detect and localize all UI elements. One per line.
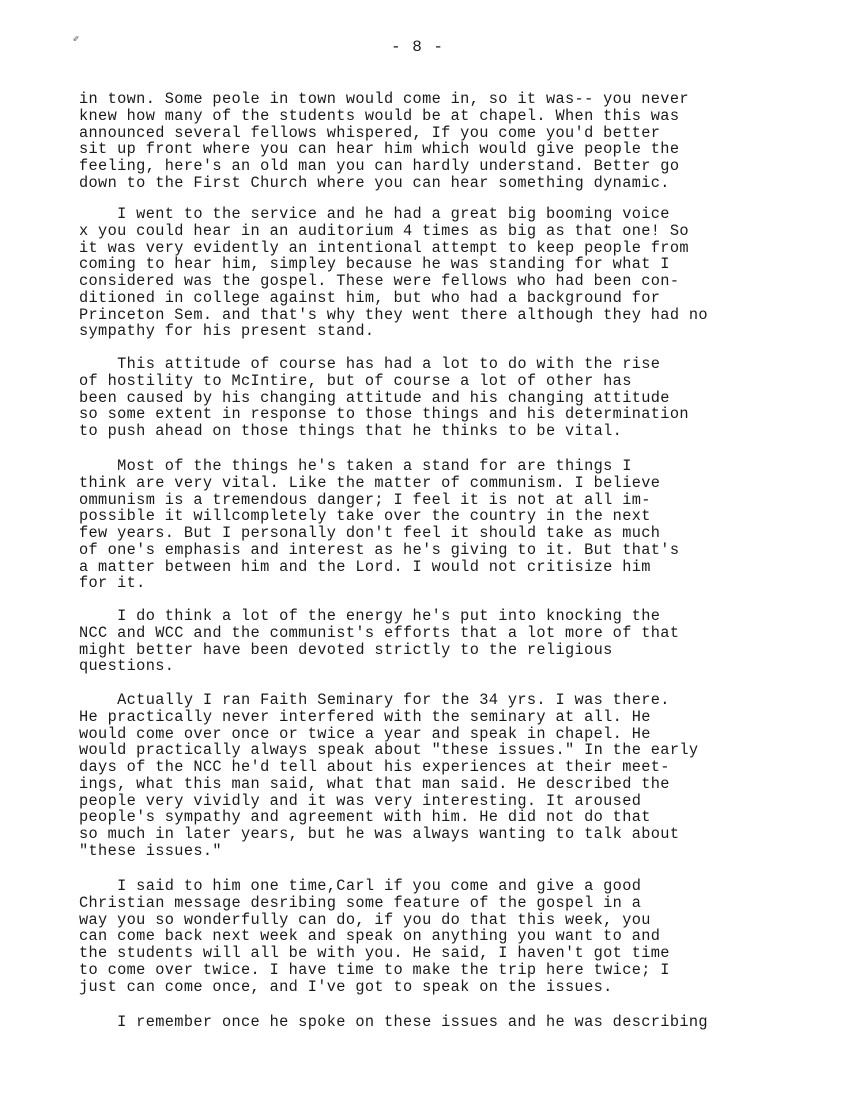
text-line: I went to the service and he had a great big booming voice (79, 205, 670, 223)
text-line: so some extent in response to those things and his determination (79, 405, 689, 424)
text-line: considered was the gospel. These were fellows who had been con- (79, 272, 680, 290)
text-line: would practically always speak about "these issues." In the early (79, 741, 699, 760)
text-line: might better have been devoted strictly to the religious (79, 640, 613, 659)
text-line: knew how many of the students would be at chapel. When this was (79, 106, 680, 125)
text-line: people very vividly and it was very interesting. It aroused (79, 791, 642, 810)
text-line: a matter between him and the Lord. I would not critisize him (79, 557, 651, 576)
text-line: the students will all be with you. He said, I haven't got time (79, 944, 670, 962)
text-line: of one's emphasis and interest as he's giving to it. But that's (79, 540, 680, 559)
text-line: of hostility to McIntire, but of course a lot of other has (79, 371, 632, 390)
text-line: to push ahead on those things that he thinks to be vital. (79, 422, 623, 440)
text-line: "these issues." (79, 841, 222, 860)
text-line: He practically never interfered with the seminary at all. He (79, 707, 651, 726)
text-line: think are very vital. Like the matter of communism. I believe (79, 473, 661, 492)
text-line: Princeton Sem. and that's why they went there although they had no (79, 305, 708, 324)
text-line: way you so wonderfully can do, if you do that this week, you (79, 910, 651, 929)
text-line: just can come once, and I've got to speak on the issues. (79, 977, 613, 996)
page-number: - 8 - (391, 38, 445, 56)
text-line: in town. Some peole in town would come in, so it was-- you never (79, 90, 689, 108)
text-line: would come over once or twice a year and speak in chapel. He (79, 724, 651, 743)
text-line: feeling, here's an old man you can hardly understand. Better go (79, 157, 680, 175)
text-line: sit up front where you can hear him which would give people the (79, 140, 680, 159)
text-line: I remember once he spoke on these issues and he was describing (79, 1013, 708, 1031)
text-line: it was very evidently an intentional attempt to keep people from (79, 238, 689, 257)
text-line: Christian message desribing some feature of the gospel in a (79, 893, 642, 912)
text-line: This attitude of course has had a lot to do with the rise (79, 355, 661, 373)
text-line: been caused by his changing attitude and his changing attitude (79, 388, 670, 407)
text-line: x you could hear in an auditorium 4 times as big as that one! So (79, 221, 689, 240)
text-line: I do think a lot of the energy he's put into knocking the (79, 607, 661, 625)
text-line: possible it willcompletely take over the country in the next (79, 507, 651, 526)
text-line: down to the First Church where you can hear something dynamic. (79, 173, 670, 192)
text-line: people's sympathy and agreement with him. He did not do that (79, 808, 651, 827)
text-line: questions. (79, 657, 175, 676)
text-line: coming to hear him, simpley because he was standing for what I (79, 255, 670, 274)
text-line: to come over twice. I have time to make the trip here twice; I (79, 960, 670, 979)
text-line: Most of the things he's taken a stand for are things I (79, 457, 632, 475)
text-line: Actually I ran Faith Seminary for the 34 yrs. I was there. (79, 691, 670, 709)
stray-pen-mark: ✐ (73, 35, 80, 46)
text-line: days of the NCC he'd tell about his experiences at their meet- (79, 758, 670, 776)
text-line: ings, what this man said, what that man said. He described the (79, 774, 670, 793)
text-line: NCC and WCC and the communist's efforts that a lot more of that (79, 623, 680, 642)
text-line: I said to him one time,Carl if you come and give a good (79, 877, 642, 895)
text-line: for it. (79, 574, 146, 593)
text-line: sympathy for his present stand. (79, 322, 375, 341)
text-line: so much in later years, but he was always wanting to talk about (79, 825, 680, 843)
text-line: announced several fellows whispered, If you come you'd better (79, 123, 661, 142)
text-line: few years. But I personally don't feel it should take as much (79, 524, 661, 542)
text-line: ommunism is a tremendous danger; I feel it is not at all im- (79, 490, 651, 509)
text-line: can come back next week and speak on anything you want to and (79, 927, 661, 946)
text-line: ditioned in college against him, but who had a background for (79, 288, 661, 307)
